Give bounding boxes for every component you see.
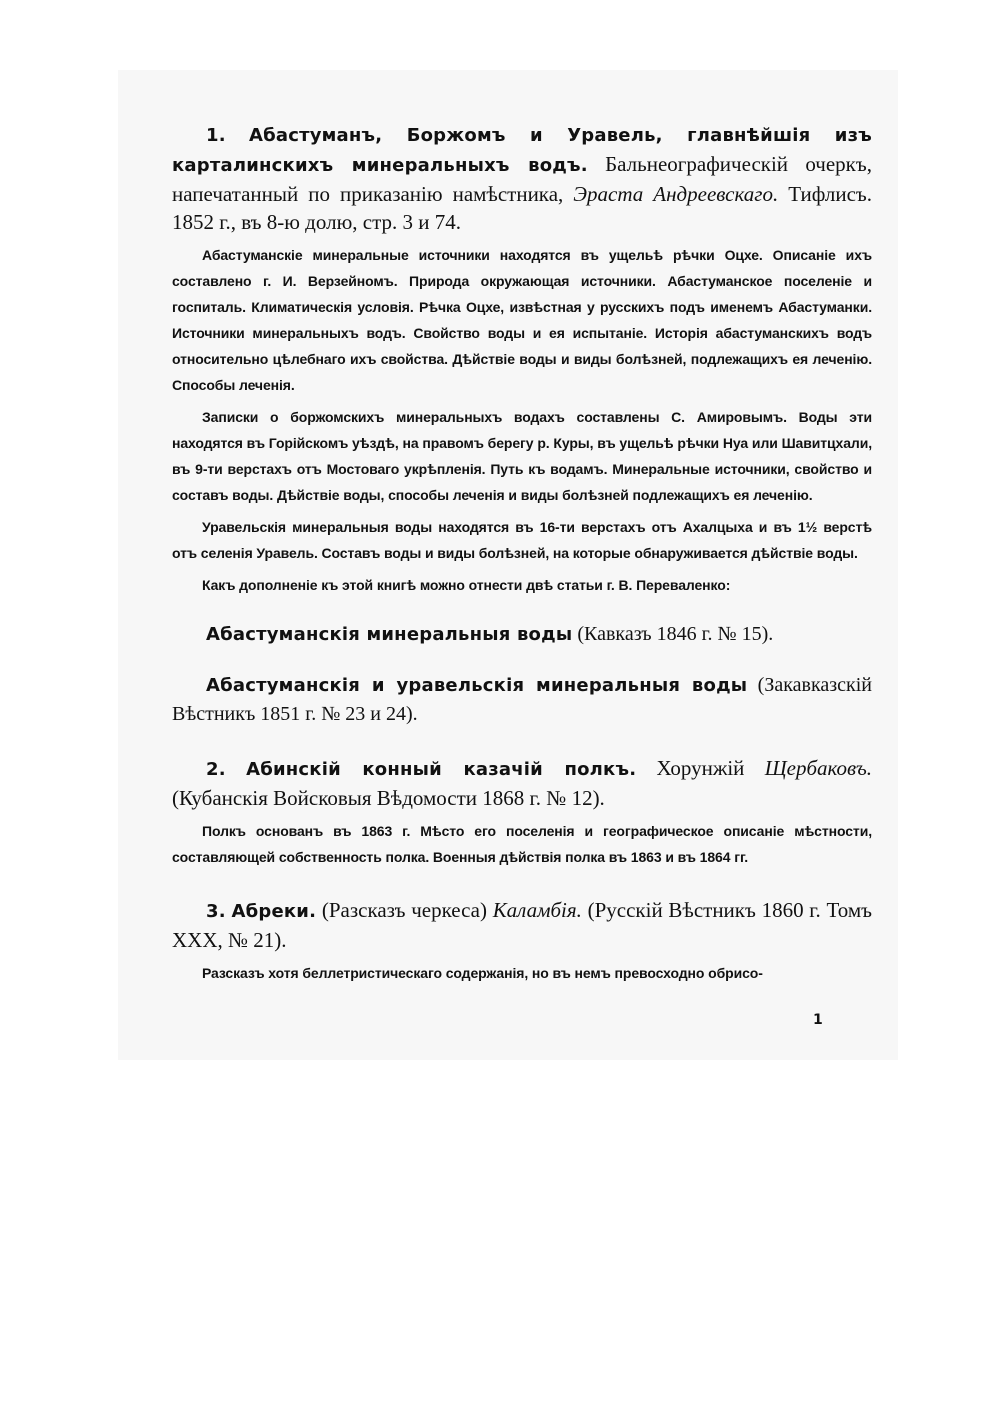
entry-2-number: 2.: [206, 759, 226, 780]
entry-2-title: Абинскій конный казачій полкъ.: [246, 759, 637, 780]
entry-1-article-1-source: (Кавказъ 1846 г. № 15).: [572, 623, 774, 645]
entry-2-text-a: Хорунжій: [636, 756, 765, 780]
entry-1-text-b: Тифлисъ. 1852 г., въ 8-ю долю, стр. 3 и 74.: [172, 182, 872, 234]
entry-2-paragraph-1: Полкъ основанъ въ 1863 г. Мѣсто его поселенія и географическое описаніе мѣстности, составляющей собственность полка. Военныя дѣйствія полка въ 1863 и въ 1864 гг.: [172, 823, 872, 865]
entry-3-author: Каламбія.: [492, 898, 582, 922]
entry-1-article-2-title: Абастуманскія и уравельскія минеральныя воды: [206, 675, 748, 696]
entry-3-number: 3.: [206, 901, 226, 922]
entry-1-text-a: Бальнеографическій очеркъ, напечатанный по приказанію намѣстника,: [172, 152, 872, 206]
entry-1-number: 1.: [206, 125, 226, 146]
entry-2-heading: [172, 754, 872, 812]
entry-1-article-1-title: Абастуманскія минеральныя воды: [206, 624, 573, 645]
page-number: 1: [813, 1012, 823, 1028]
entry-3-title: Абреки.: [231, 901, 317, 922]
entry-1-author: Эраста Андреевскаго.: [573, 182, 779, 206]
entry-1: [172, 120, 872, 728]
entry-1-article-2-source: (Закавказскій Вѣстникъ 1851 г. № 23 и 24).: [172, 674, 872, 725]
entry-2: [172, 754, 872, 870]
entry-2-text-b: (Кубанскія Войсковыя Вѣдомости 1868 г. № 12).: [172, 786, 605, 810]
entry-1-article-1: [172, 620, 872, 649]
page-content: [172, 120, 872, 986]
entry-1-heading: [172, 120, 872, 236]
entry-1-paragraph-4: Какъ дополненіе къ этой книгѣ можно отнести двѣ статьи г. В. Переваленко:: [202, 577, 731, 593]
entry-3-text-a: (Разсказъ черкеса): [316, 898, 493, 922]
entry-3: [172, 896, 872, 986]
entry-1-paragraph-1: Абастуманскіе минеральные источники находятся въ ущельѣ рѣчки Оцхе. Описаніе ихъ составлено г. И. Верзейномъ. Природа окружающая источники. Абастуманское поселеніе и госпиталь. Климатическія условія. Рѣчка Оцхе, извѣстная у русскихъ подъ именемъ Абастуманки. Источники минеральныхъ водъ. Свойство воды и ея испытаніе. Исторія абастуманскихъ водъ относительно цѣлебнаго ихъ свойства. Дѣйствіе воды и виды болѣзней, подлежащихъ ея леченію. Способы леченія.: [172, 247, 872, 393]
entry-3-heading: [172, 896, 872, 954]
entry-1-paragraph-3: Уравельскія минеральныя воды находятся въ 16-ти верстахъ отъ Ахалцыха и въ 1½ верстѣ отъ селенія Уравель. Составъ воды и виды болѣзней, на которые обнаруживается дѣйствіе воды.: [172, 519, 872, 561]
entry-2-author: Щербаковъ.: [764, 756, 873, 780]
entry-3-paragraph-1: Разсказъ хотя беллетристическаго содержанія, но въ немъ превосходно обрисо-: [202, 965, 763, 981]
entry-3-text-b: (Русскій Вѣстникъ 1860 г. Томъ XXX, № 21).: [172, 898, 872, 952]
entry-1-title: Абастуманъ, Боржомъ и Уравель, главнѣйшія изъ карталинскихъ минеральныхъ водъ.: [172, 125, 872, 176]
entry-1-article-2: [172, 671, 872, 728]
entry-1-paragraph-2: Записки о боржомскихъ минеральныхъ водахъ составлены С. Амировымъ. Воды эти находятся въ Горійскомъ уѣздѣ, на правомъ берегу р. Куры, въ ущельѣ рѣчки Нуа или Шавитцхали, въ 9-ти верстахъ отъ Мостоваго укрѣпленія. Путь къ водамъ. Минеральные источники, свойство и составъ воды. Дѣйствіе воды, способы леченія и виды болѣзней подлежащихъ ея леченію.: [172, 409, 872, 503]
